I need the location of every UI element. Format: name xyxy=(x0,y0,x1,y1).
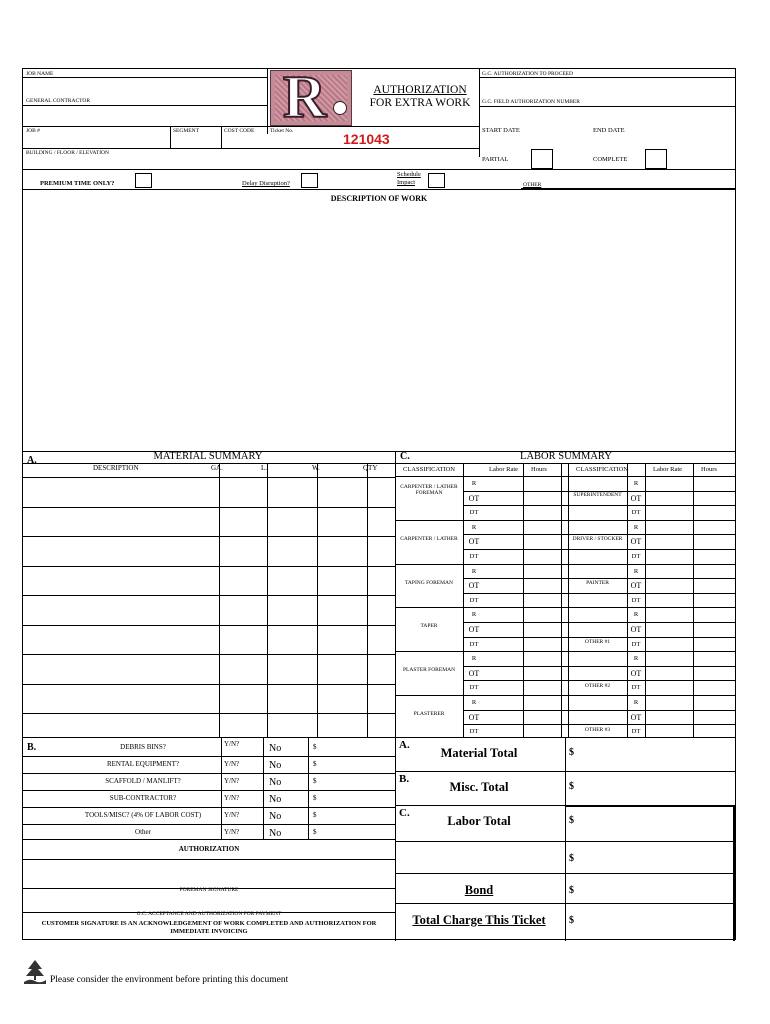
labor-rate-type-right: OT xyxy=(630,581,642,591)
ticket-no-label: Ticket No. xyxy=(270,128,294,134)
misc-amount-field[interactable] xyxy=(321,825,391,840)
misc-amount-field[interactable] xyxy=(321,791,391,806)
authorization-title: AUTHORIZATION xyxy=(178,845,240,853)
material-col-ga-header: GA. xyxy=(211,464,223,472)
labor-rate-field[interactable] xyxy=(647,623,691,636)
delay-label: Delay Disruption? xyxy=(242,180,290,187)
blank-total-amount-field[interactable] xyxy=(579,843,729,871)
labor-rate-field[interactable] xyxy=(485,652,521,665)
labor-rate-field[interactable] xyxy=(647,565,691,578)
labor-rate-type-left: R xyxy=(471,480,477,487)
labor-rate-type-right: DT xyxy=(631,553,641,560)
labor-rate-type-right: DT xyxy=(631,596,641,604)
labor-rate-type-left: OT xyxy=(468,625,480,634)
labor-col-header-4: Labor Rate xyxy=(653,466,683,473)
misc-dollar: $ xyxy=(313,743,317,751)
labor-rate-type-right: R xyxy=(633,655,639,663)
labor-col-header-5: Hours xyxy=(701,466,717,473)
total-charge-dollar: $ xyxy=(569,915,574,926)
misc-total-dollar: $ xyxy=(569,781,574,792)
labor-rate-field[interactable] xyxy=(485,550,521,563)
labor-class-left-3: TAPER xyxy=(420,623,438,630)
misc-no-value: No xyxy=(269,811,282,822)
labor-rate-field[interactable] xyxy=(647,667,691,680)
labor-rate-field[interactable] xyxy=(485,725,521,738)
labor-class-right-1: DRIVER / STOCKER xyxy=(572,535,623,542)
labor-rate-field[interactable] xyxy=(485,681,521,694)
labor-rate-type-left: R xyxy=(471,655,477,663)
gc-field-auth-label: G.C. FIELD AUTHORIZATION NUMBER xyxy=(482,99,580,105)
material-total-label: Material Total xyxy=(440,746,518,760)
labor-col-header-1: Labor Rate xyxy=(489,466,519,473)
start-date-label: START DATE xyxy=(482,127,520,134)
material-total-letter: A. xyxy=(399,739,410,751)
misc-item-label-0: DEBRIS BINS? xyxy=(120,743,166,751)
misc-item-label-5: Other xyxy=(135,828,151,836)
labor-rate-field[interactable] xyxy=(647,477,691,490)
labor-class-left-0: CARPENTER / LATHER FOREMAN xyxy=(400,484,458,496)
misc-no-value: No xyxy=(269,794,282,805)
labor-rate-field[interactable] xyxy=(485,667,521,680)
labor-rate-type-left: R xyxy=(471,523,477,531)
labor-rate-field[interactable] xyxy=(485,623,521,636)
labor-rate-type-left: OT xyxy=(468,668,480,678)
misc-yn-label: Y/N? xyxy=(224,740,240,748)
misc-item-label-3: SUB-CONTRACTOR? xyxy=(109,794,177,802)
labor-class-right-0: SUPERINTENDENT xyxy=(573,492,622,498)
misc-amount-field[interactable] xyxy=(321,757,391,772)
building-label: BUILDING / FLOOR / ELEVATION xyxy=(26,150,110,156)
labor-rate-type-right: R xyxy=(633,611,639,619)
total-charge-label: Total Charge This Ticket xyxy=(412,913,546,927)
misc-item-label-1: RENTAL EQUIPMENT? xyxy=(106,760,180,768)
bond-dollar: $ xyxy=(569,885,574,896)
misc-yn-label: Y/N? xyxy=(224,777,240,785)
labor-col-header-0: CLASSIFICATION xyxy=(403,466,456,473)
misc-yn-label: Y/N? xyxy=(224,794,240,802)
misc-item-label-4: TOOLS/MISC? (4% OF LABOR COST) xyxy=(84,811,202,819)
labor-rate-type-right: OT xyxy=(630,625,642,634)
ticket-number: 121043 xyxy=(343,131,390,147)
foreman-signature-field[interactable] xyxy=(25,861,393,885)
labor-rate-field[interactable] xyxy=(485,638,521,651)
labor-class-left-5: PLASTERER xyxy=(413,711,445,717)
labor-class-left-2: TAPING FOREMAN xyxy=(405,579,453,586)
customer-notice-1: CUSTOMER SIGNATURE IS AN ACKNOWLEDGEMENT OF WORK COMPLETED AND AUTHORIZATION FOR xyxy=(41,920,377,927)
labor-rate-field[interactable] xyxy=(647,579,691,592)
labor-rate-field[interactable] xyxy=(485,594,521,607)
labor-rate-type-left: R xyxy=(471,567,477,575)
schedule-label-1: Schedule xyxy=(397,171,421,178)
labor-rate-type-left: OT xyxy=(468,493,480,503)
misc-dollar: $ xyxy=(313,828,317,836)
misc-no-value: No xyxy=(269,828,282,839)
job-name-label: JOB NAME xyxy=(26,71,54,77)
schedule-checkbox[interactable] xyxy=(428,173,445,188)
labor-col-header-3: CLASSIFICATION xyxy=(576,466,629,473)
description-heading: DESCRIPTION OF WORK xyxy=(330,194,428,203)
labor-rate-type-left: OT xyxy=(468,581,480,591)
misc-dollar: $ xyxy=(313,811,317,819)
form-title xyxy=(359,84,481,110)
labor-total-amount-field[interactable] xyxy=(579,807,729,839)
material-row[interactable] xyxy=(25,479,215,505)
labor-rate-type-right: DT xyxy=(631,640,641,648)
misc-yn-label: Y/N? xyxy=(224,760,240,768)
labor-rate-field[interactable] xyxy=(647,696,691,709)
misc-no-value: No xyxy=(269,760,282,771)
labor-col-header-2: Hours xyxy=(531,466,547,473)
misc-no-value: No xyxy=(269,777,282,788)
labor-class-right-2: PAINTER xyxy=(586,579,609,586)
foreman-signature-label: FOREMAN SIGNATURE xyxy=(179,887,239,893)
labor-rate-field[interactable] xyxy=(647,521,691,534)
labor-rate-type-right: R xyxy=(633,699,639,706)
material-col-qty-header: QTY xyxy=(363,464,378,472)
labor-total-label: Labor Total xyxy=(447,814,511,828)
premium-time-label: PREMIUM TIME ONLY? xyxy=(40,180,115,187)
misc-total-letter: B. xyxy=(399,773,410,785)
labor-rate-type-left: DT xyxy=(469,728,479,736)
complete-label: COMPLETE xyxy=(593,156,628,163)
schedule-label-2: Impact xyxy=(397,179,416,186)
partial-checkbox[interactable] xyxy=(531,149,553,169)
material-row[interactable] xyxy=(25,656,215,682)
labor-rate-field[interactable] xyxy=(647,594,691,607)
delay-checkbox[interactable] xyxy=(301,173,318,188)
labor-section-letter: C. xyxy=(400,451,410,462)
labor-summary-title: LABOR SUMMARY xyxy=(520,451,612,462)
company-logo: R xyxy=(270,70,352,126)
labor-rate-field[interactable] xyxy=(647,550,691,563)
labor-rate-field[interactable] xyxy=(647,711,691,724)
labor-rate-type-left: DT xyxy=(469,509,479,517)
misc-amount-field[interactable] xyxy=(321,808,391,823)
labor-rate-field[interactable] xyxy=(647,608,691,621)
misc-amount-field[interactable] xyxy=(321,774,391,789)
misc-dollar: $ xyxy=(313,794,317,802)
premium-time-checkbox[interactable] xyxy=(135,173,152,188)
labor-rate-field[interactable] xyxy=(647,638,691,651)
labor-rate-field[interactable] xyxy=(647,652,691,665)
misc-yn-label: Y/N? xyxy=(224,828,240,836)
labor-rate-type-right: R xyxy=(633,567,639,575)
material-row[interactable] xyxy=(25,627,215,653)
material-row[interactable] xyxy=(25,538,215,564)
extra-work-form xyxy=(22,68,736,940)
labor-rate-type-right: DT xyxy=(631,684,641,692)
environment-note: Please consider the environment before printing this document xyxy=(50,975,289,985)
labor-rate-field[interactable] xyxy=(485,506,521,519)
labor-class-left-4: PLASTER FOREMAN xyxy=(402,667,456,674)
labor-rate-field[interactable] xyxy=(485,492,521,505)
partial-label: PARTIAL xyxy=(482,156,509,163)
misc-dollar: $ xyxy=(313,777,317,785)
material-row[interactable] xyxy=(25,509,215,535)
labor-rate-field[interactable] xyxy=(485,521,521,534)
customer-notice-2: IMMEDIATE INVOICING xyxy=(170,928,248,935)
material-row[interactable] xyxy=(25,597,215,623)
labor-rate-field[interactable] xyxy=(647,681,691,694)
labor-rate-field[interactable] xyxy=(647,492,691,505)
title-line-2: FOR EXTRA WORK xyxy=(369,97,471,109)
labor-rate-type-left: R xyxy=(471,611,477,619)
material-col-description-header: DESCRIPTION xyxy=(93,464,139,472)
labor-rate-field[interactable] xyxy=(647,535,691,548)
title-line-1: AUTHORIZATION xyxy=(373,84,467,96)
total-charge-amount-field[interactable] xyxy=(579,905,729,939)
labor-total-dollar: $ xyxy=(569,815,574,826)
misc-dollar: $ xyxy=(313,760,317,768)
labor-class-left-1: CARPENTER / LATHER xyxy=(400,535,458,542)
material-row[interactable] xyxy=(25,686,215,712)
material-total-dollar: $ xyxy=(569,747,574,758)
labor-rate-type-right: OT xyxy=(630,668,642,678)
labor-rate-type-right: OT xyxy=(630,493,642,503)
labor-rate-field[interactable] xyxy=(485,696,521,709)
labor-rate-type-right: OT xyxy=(630,537,642,547)
cost-code-label: COST CODE xyxy=(224,128,255,134)
labor-rate-field[interactable] xyxy=(647,725,691,738)
labor-rate-field[interactable] xyxy=(485,608,521,621)
labor-total-letter: C. xyxy=(399,807,410,819)
labor-rate-type-left: R xyxy=(471,699,477,706)
bond-label: Bond xyxy=(464,883,494,897)
labor-rate-type-right: R xyxy=(633,523,639,531)
material-section-letter: A. xyxy=(27,455,37,466)
job-no-label: JOB # xyxy=(26,128,40,134)
labor-rate-type-left: DT xyxy=(469,684,479,692)
gc-acceptance-label: G.C. ACCEPTANCE AND AUTHORIZATION FOR PAYMENT xyxy=(136,911,282,917)
general-contractor-label: GENERAL CONTRACTOR xyxy=(26,98,91,104)
tree-icon xyxy=(24,960,46,984)
labor-rate-type-left: DT xyxy=(469,640,479,648)
labor-class-right-5: OTHER #3 xyxy=(584,727,611,733)
end-date-label: END DATE xyxy=(593,127,625,134)
labor-class-right-4: OTHER #2 xyxy=(584,683,611,690)
labor-rate-field[interactable] xyxy=(485,711,521,724)
material-col-w-header: W. xyxy=(312,464,320,472)
other-label: OTHER xyxy=(523,182,542,188)
labor-rate-type-left: OT xyxy=(468,712,480,722)
labor-class-right-3: OTHER #1 xyxy=(584,639,611,646)
labor-rate-type-right: DT xyxy=(631,728,641,736)
material-total-amount-field[interactable] xyxy=(579,739,729,769)
misc-no-value: No xyxy=(269,743,282,754)
misc-item-label-2: SCAFFOLD / MANLIFT? xyxy=(105,777,181,785)
misc-section-letter: B. xyxy=(27,742,37,753)
misc-yn-label: Y/N? xyxy=(224,811,240,819)
labor-rate-field[interactable] xyxy=(647,506,691,519)
bond-amount-field[interactable] xyxy=(579,875,729,901)
material-summary-title: MATERIAL SUMMARY xyxy=(153,451,263,462)
material-row[interactable] xyxy=(25,568,215,594)
description-of-work-area[interactable] xyxy=(25,205,733,449)
complete-checkbox[interactable] xyxy=(645,149,667,169)
labor-rate-field[interactable] xyxy=(485,565,521,578)
misc-total-amount-field[interactable] xyxy=(579,773,729,803)
misc-amount-field[interactable] xyxy=(321,740,391,755)
labor-rate-type-left: DT xyxy=(469,596,479,604)
labor-rate-type-right: R xyxy=(633,480,639,487)
labor-rate-field[interactable] xyxy=(485,535,521,548)
labor-rate-field[interactable] xyxy=(485,477,521,490)
labor-rate-type-left: OT xyxy=(468,537,480,547)
labor-rate-type-right: OT xyxy=(630,712,642,722)
labor-rate-field[interactable] xyxy=(485,579,521,592)
misc-total-label: Misc. Total xyxy=(449,780,509,794)
material-col-l-header: L. xyxy=(261,464,268,472)
labor-rate-type-left: DT xyxy=(469,553,479,560)
blank-total-dollar: $ xyxy=(569,853,574,864)
segment-label: SEGMENT xyxy=(173,128,199,134)
labor-rate-type-right: DT xyxy=(631,509,641,517)
gc-auth-label: G.C. AUTHORIZATION TO PROCEED xyxy=(482,71,574,77)
